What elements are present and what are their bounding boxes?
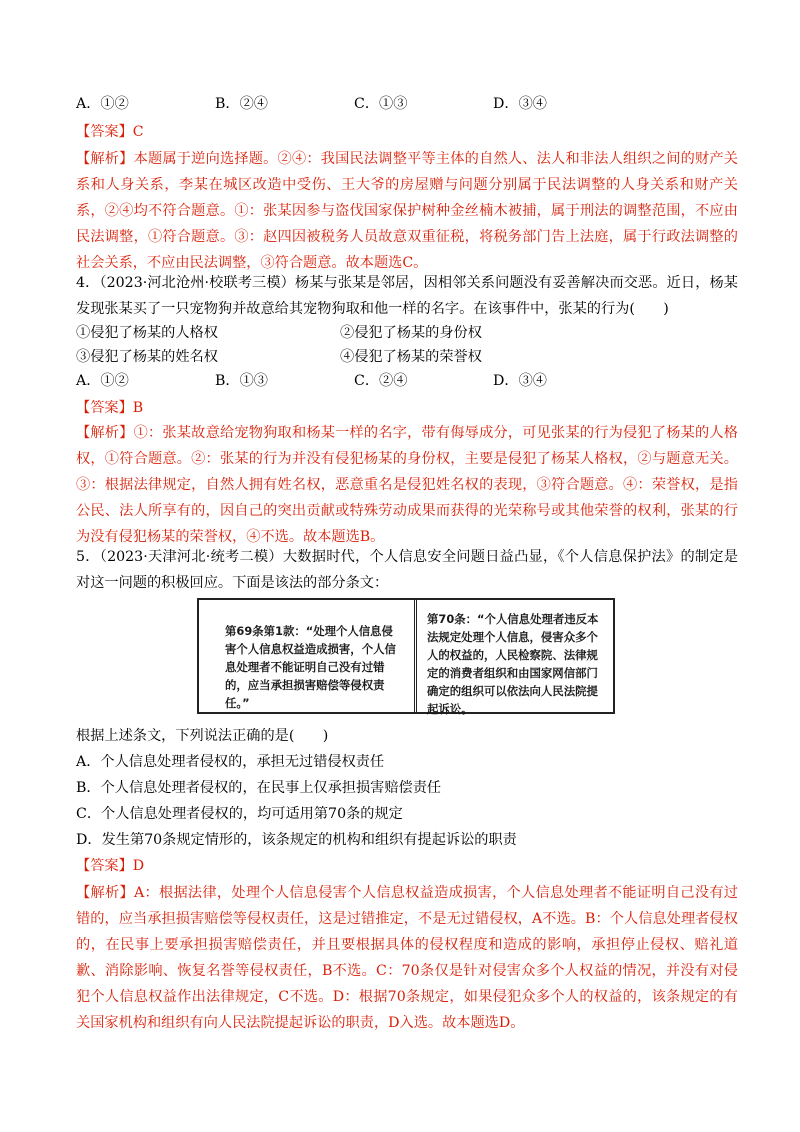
q4-items-row1 (76, 323, 736, 344)
q5-option-a: A．个人信息处理者侵权的，承担无过错侵权责任 (76, 754, 385, 770)
q5-analysis (76, 880, 738, 1036)
q4-item-3: ③侵犯了杨某的姓名权 (76, 349, 218, 365)
q4-answer-value: B (132, 400, 144, 416)
q5-option-c: C．个人信息处理者侵权的，均可适用第70条的规定 (76, 806, 403, 822)
q4-option-d: D．③④ (493, 373, 547, 389)
q3-answer-tag: 【答案】 (76, 124, 133, 140)
q5-question: 根据上述条文，下列说法正确的是( ) (76, 728, 329, 744)
q4-option-c: C．②④ (354, 373, 408, 389)
q4-option-b: B．①③ (215, 373, 268, 389)
law-excerpt-box (197, 598, 615, 714)
q3-option-c: C．①③ (354, 96, 408, 112)
q4-answer-tag: 【答案】 (76, 400, 133, 416)
q5-option-d: D．发生第70条规定情形的，该条规定的机构和组织有提起诉讼的职责 (76, 832, 517, 848)
q5-answer (76, 856, 736, 877)
q3-options (76, 94, 736, 115)
q3-option-d: D．③④ (493, 96, 547, 112)
q4-options (76, 371, 736, 392)
q4-item-1: ①侵犯了杨某的人格权 (76, 325, 218, 341)
q3-answer-value: C (132, 124, 144, 140)
q4-analysis-tag: 【解析】 (76, 425, 134, 441)
q4-item-4: ④侵犯了杨某的荣誉权 (340, 349, 482, 365)
q3-option-a: A．①② (76, 96, 129, 112)
q4-option-a: A．①② (76, 373, 129, 389)
q3-analysis-tag: 【解析】 (76, 151, 134, 167)
q5-option-b: B．个人信息处理者侵权的，在民事上仅承担损害赔偿责任 (76, 780, 442, 796)
q5-answer-tag: 【答案】 (76, 858, 133, 874)
q3-answer (76, 122, 736, 143)
q4-items-row2 (76, 347, 736, 368)
q3-analysis-text: 本题属于逆向选择题。②④：我国民法调整平等主体的自然人、法人和非法人组织之间的财产关系和人身关系，李某在城区改造中受伤、王大爷的房屋赠与问题分别属于民法调整的人身关系和财产关系，②④均不符合题意。①：张某因参与盗伐国家保护树种金丝楠木被捕，属于刑法的调整范围，不应由民法调整，①符合题意。③：赵四因被税务人员故意双重征税，将税务部门告上法庭，属于行政法调整的社会关系，不应由民法调整，③符合题意。故本题选C。 (76, 151, 738, 271)
q4-item-2: ②侵犯了杨某的身份权 (340, 325, 482, 341)
law-article-69: 第69条第1款：“处理个人信息侵害个人信息权益造成损害，个人信息处理者不能证明自己没有过错的，应当承担损害赔偿等侵权责任。” (199, 600, 417, 712)
q4-stem: 4．（2023·河北沧州·校联考三模）杨某与张某是邻居，因相邻关系问题没有妥善解决而交恶。近日，杨某发现张某买了一只宠物狗并故意给其宠物狗取和他一样的名字。在该事件中，张某的行为( ) (76, 275, 738, 317)
q4-answer (76, 398, 736, 419)
q4-analysis-text: ①：张某故意给宠物狗取和杨某一样的名字，带有侮辱成分，可见张某的行为侵犯了杨某的人格权，①符合题意。②：张某的行为并没有侵犯杨某的身份权，主要是侵犯了杨某人格权，②与题意无关。③：根据法律规定，自然人拥有姓名权，恶意重名是侵犯姓名权的表现，③符合题意。④：荣誉权，是指公民、法人所享有的，因自己的突出贡献或特殊劳动成果而获得的光荣称号或其他荣誉的权利，张某的行为没有侵犯杨某的荣誉权，④不选。故本题选B。 (76, 425, 738, 545)
q5-stem: 5．（2023·天津河北·统考二模）大数据时代，个人信息安全问题日益凸显，《个人信息保护法》的制定是对这一问题的积极回应。下面是该法的部分条文： (76, 549, 738, 591)
q5-analysis-text: A：根据法律，处理个人信息侵害个人信息权益造成损害，个人信息处理者不能证明自己没有过错的，应当承担损害赔偿等侵权责任，这是过错推定，不是无过错侵权，A不选。B：个人信息处理者侵权的，在民事上要承担损害赔偿责任，并且要根据具体的侵权程度和造成的影响，承担停止侵权、赔礼道歉、消除影响、恢复名誉等侵权责任，B不选。C：70条仅是针对侵害众多个人权益的情况，并没有对侵犯个人信息权益作出法律规定，C不选。D：根据70条规定，如果侵犯众多个人的权益的，该条规定的有关国家机构和组织有向人民法院提起诉讼的职责，D入选。故本题选D。 (76, 885, 738, 1031)
q5-analysis-tag: 【解析】 (76, 885, 134, 901)
q3-analysis (76, 146, 738, 276)
q5-answer-value: D (132, 858, 145, 874)
law-article-70: 第70条：“个人信息处理者违反本法规定处理个人信息，侵害众多个人的权益的，人民检察院、法律规定的消费者组织和由国家网信部门确定的组织可以依法向人民法院提起诉讼。 (427, 612, 599, 716)
q3-option-b: B．②④ (215, 96, 268, 112)
q4-analysis (76, 420, 738, 550)
